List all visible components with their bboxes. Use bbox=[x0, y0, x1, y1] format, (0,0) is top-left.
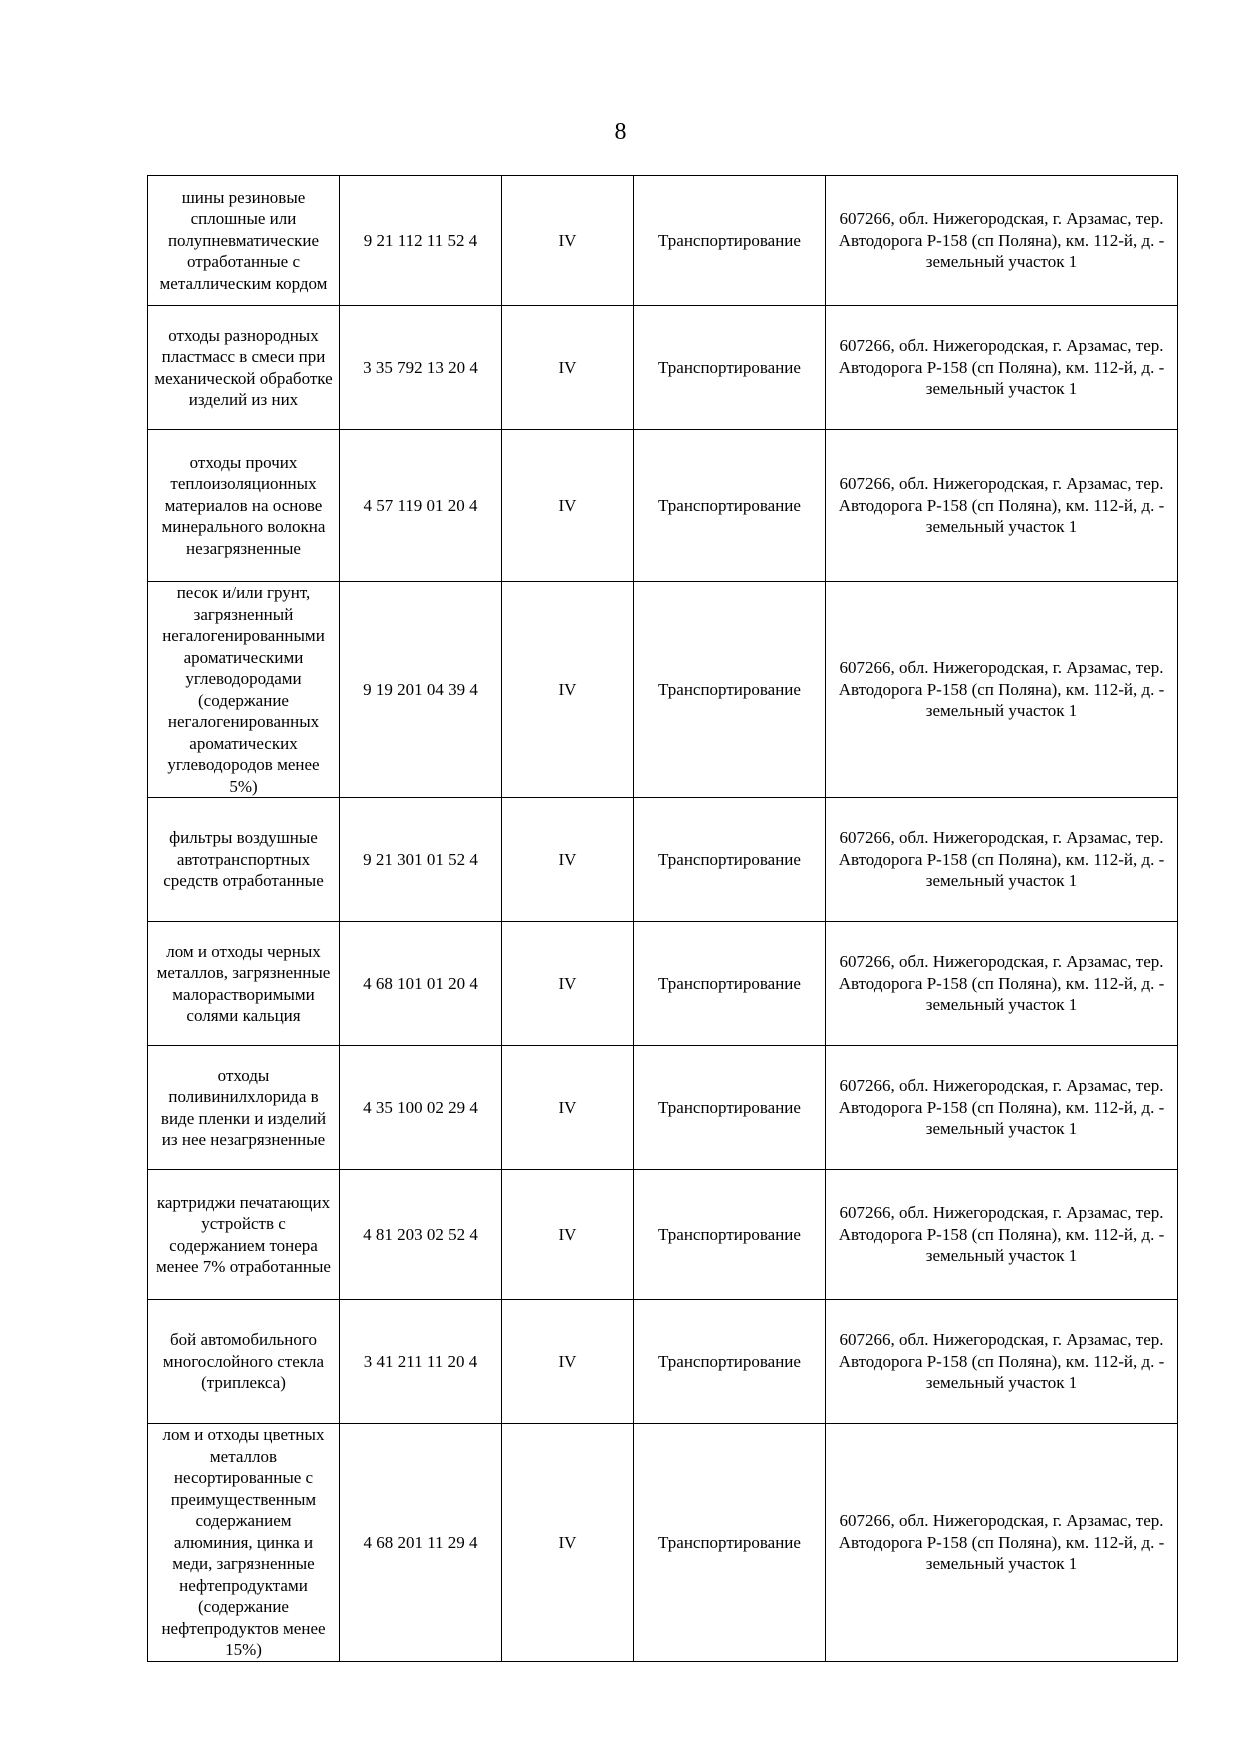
waste-name-cell: картриджи печатающих устройств с содержанием тонера менее 7% отработанные bbox=[148, 1170, 340, 1300]
waste-code-cell: 4 68 201 11 29 4 bbox=[340, 1424, 502, 1662]
address-cell: 607266, обл. Нижегородская, г. Арзамас, тер. Автодорога Р-158 (сп Поляна), км. 112-й, д. - земельный участок 1 bbox=[826, 306, 1178, 430]
table-row bbox=[148, 922, 1178, 1046]
address-cell: 607266, обл. Нижегородская, г. Арзамас, тер. Автодорога Р-158 (сп Поляна), км. 112-й, д. - земельный участок 1 bbox=[826, 798, 1178, 922]
waste-code-cell: 4 35 100 02 29 4 bbox=[340, 1046, 502, 1170]
waste-name-cell: шины резиновые сплошные или полупневматические отработанные с металлическим кордом bbox=[148, 176, 340, 306]
address-cell: 607266, обл. Нижегородская, г. Арзамас, тер. Автодорога Р-158 (сп Поляна), км. 112-й, д. - земельный участок 1 bbox=[826, 582, 1178, 798]
waste-code-cell: 4 68 101 01 20 4 bbox=[340, 922, 502, 1046]
address-cell: 607266, обл. Нижегородская, г. Арзамас, тер. Автодорога Р-158 (сп Поляна), км. 112-й, д. - земельный участок 1 bbox=[826, 1424, 1178, 1662]
address-cell: 607266, обл. Нижегородская, г. Арзамас, тер. Автодорога Р-158 (сп Поляна), км. 112-й, д. - земельный участок 1 bbox=[826, 922, 1178, 1046]
table-row bbox=[148, 798, 1178, 922]
table-row bbox=[148, 176, 1178, 306]
waste-name-cell: отходы разнородных пластмасс в смеси при механической обработке изделий из них bbox=[148, 306, 340, 430]
table-row bbox=[148, 1300, 1178, 1424]
hazard-class-cell: IV bbox=[502, 430, 634, 582]
address-cell: 607266, обл. Нижегородская, г. Арзамас, тер. Автодорога Р-158 (сп Поляна), км. 112-й, д. - земельный участок 1 bbox=[826, 1170, 1178, 1300]
waste-code-cell: 3 35 792 13 20 4 bbox=[340, 306, 502, 430]
address-cell: 607266, обл. Нижегородская, г. Арзамас, тер. Автодорога Р-158 (сп Поляна), км. 112-й, д. - земельный участок 1 bbox=[826, 430, 1178, 582]
hazard-class-cell: IV bbox=[502, 922, 634, 1046]
table-row bbox=[148, 430, 1178, 582]
activity-cell: Транспортирование bbox=[634, 922, 826, 1046]
activity-cell: Транспортирование bbox=[634, 1300, 826, 1424]
hazard-class-cell: IV bbox=[502, 798, 634, 922]
waste-name-cell: лом и отходы цветных металлов несортированные с преимущественным содержанием алюминия, цинка и меди, загрязненные нефтепродуктами (содержание нефтепродуктов менее 15%) bbox=[148, 1424, 340, 1662]
waste-name-cell: бой автомобильного многослойного стекла (триплекса) bbox=[148, 1300, 340, 1424]
waste-code-cell: 4 81 203 02 52 4 bbox=[340, 1170, 502, 1300]
page-number: 8 bbox=[614, 119, 627, 145]
waste-code-cell: 4 57 119 01 20 4 bbox=[340, 430, 502, 582]
waste-code-cell: 3 41 211 11 20 4 bbox=[340, 1300, 502, 1424]
waste-code-cell: 9 21 301 01 52 4 bbox=[340, 798, 502, 922]
hazard-class-cell: IV bbox=[502, 306, 634, 430]
waste-name-cell: отходы поливинилхлорида в виде пленки и изделий из нее незагрязненные bbox=[148, 1046, 340, 1170]
address-cell: 607266, обл. Нижегородская, г. Арзамас, тер. Автодорога Р-158 (сп Поляна), км. 112-й, д. - земельный участок 1 bbox=[826, 1046, 1178, 1170]
waste-code-cell: 9 21 112 11 52 4 bbox=[340, 176, 502, 306]
hazard-class-cell: IV bbox=[502, 1046, 634, 1170]
table-row bbox=[148, 306, 1178, 430]
hazard-class-cell: IV bbox=[502, 1300, 634, 1424]
activity-cell: Транспортирование bbox=[634, 1424, 826, 1662]
activity-cell: Транспортирование bbox=[634, 1170, 826, 1300]
activity-cell: Транспортирование bbox=[634, 430, 826, 582]
activity-cell: Транспортирование bbox=[634, 798, 826, 922]
table-row bbox=[148, 1424, 1178, 1662]
hazard-class-cell: IV bbox=[502, 582, 634, 798]
activity-cell: Транспортирование bbox=[634, 582, 826, 798]
hazard-class-cell: IV bbox=[502, 1170, 634, 1300]
hazard-class-cell: IV bbox=[502, 176, 634, 306]
waste-name-cell: песок и/или грунт, загрязненный негалогенированными ароматическими углеводородами (содержание негалогенированных ароматических углеводородов менее 5%) bbox=[148, 582, 340, 798]
address-cell: 607266, обл. Нижегородская, г. Арзамас, тер. Автодорога Р-158 (сп Поляна), км. 112-й, д. - земельный участок 1 bbox=[826, 1300, 1178, 1424]
waste-code-cell: 9 19 201 04 39 4 bbox=[340, 582, 502, 798]
waste-name-cell: лом и отходы черных металлов, загрязненные малорастворимыми солями кальция bbox=[148, 922, 340, 1046]
activity-cell: Транспортирование bbox=[634, 306, 826, 430]
table-row bbox=[148, 582, 1178, 798]
waste-name-cell: фильтры воздушные автотранспортных средств отработанные bbox=[148, 798, 340, 922]
table-row bbox=[148, 1046, 1178, 1170]
table-row bbox=[148, 1170, 1178, 1300]
waste-table bbox=[147, 175, 1178, 1662]
activity-cell: Транспортирование bbox=[634, 176, 826, 306]
waste-name-cell: отходы прочих теплоизоляционных материалов на основе минерального волокна незагрязненные bbox=[148, 430, 340, 582]
activity-cell: Транспортирование bbox=[634, 1046, 826, 1170]
hazard-class-cell: IV bbox=[502, 1424, 634, 1662]
address-cell: 607266, обл. Нижегородская, г. Арзамас, тер. Автодорога Р-158 (сп Поляна), км. 112-й, д. - земельный участок 1 bbox=[826, 176, 1178, 306]
